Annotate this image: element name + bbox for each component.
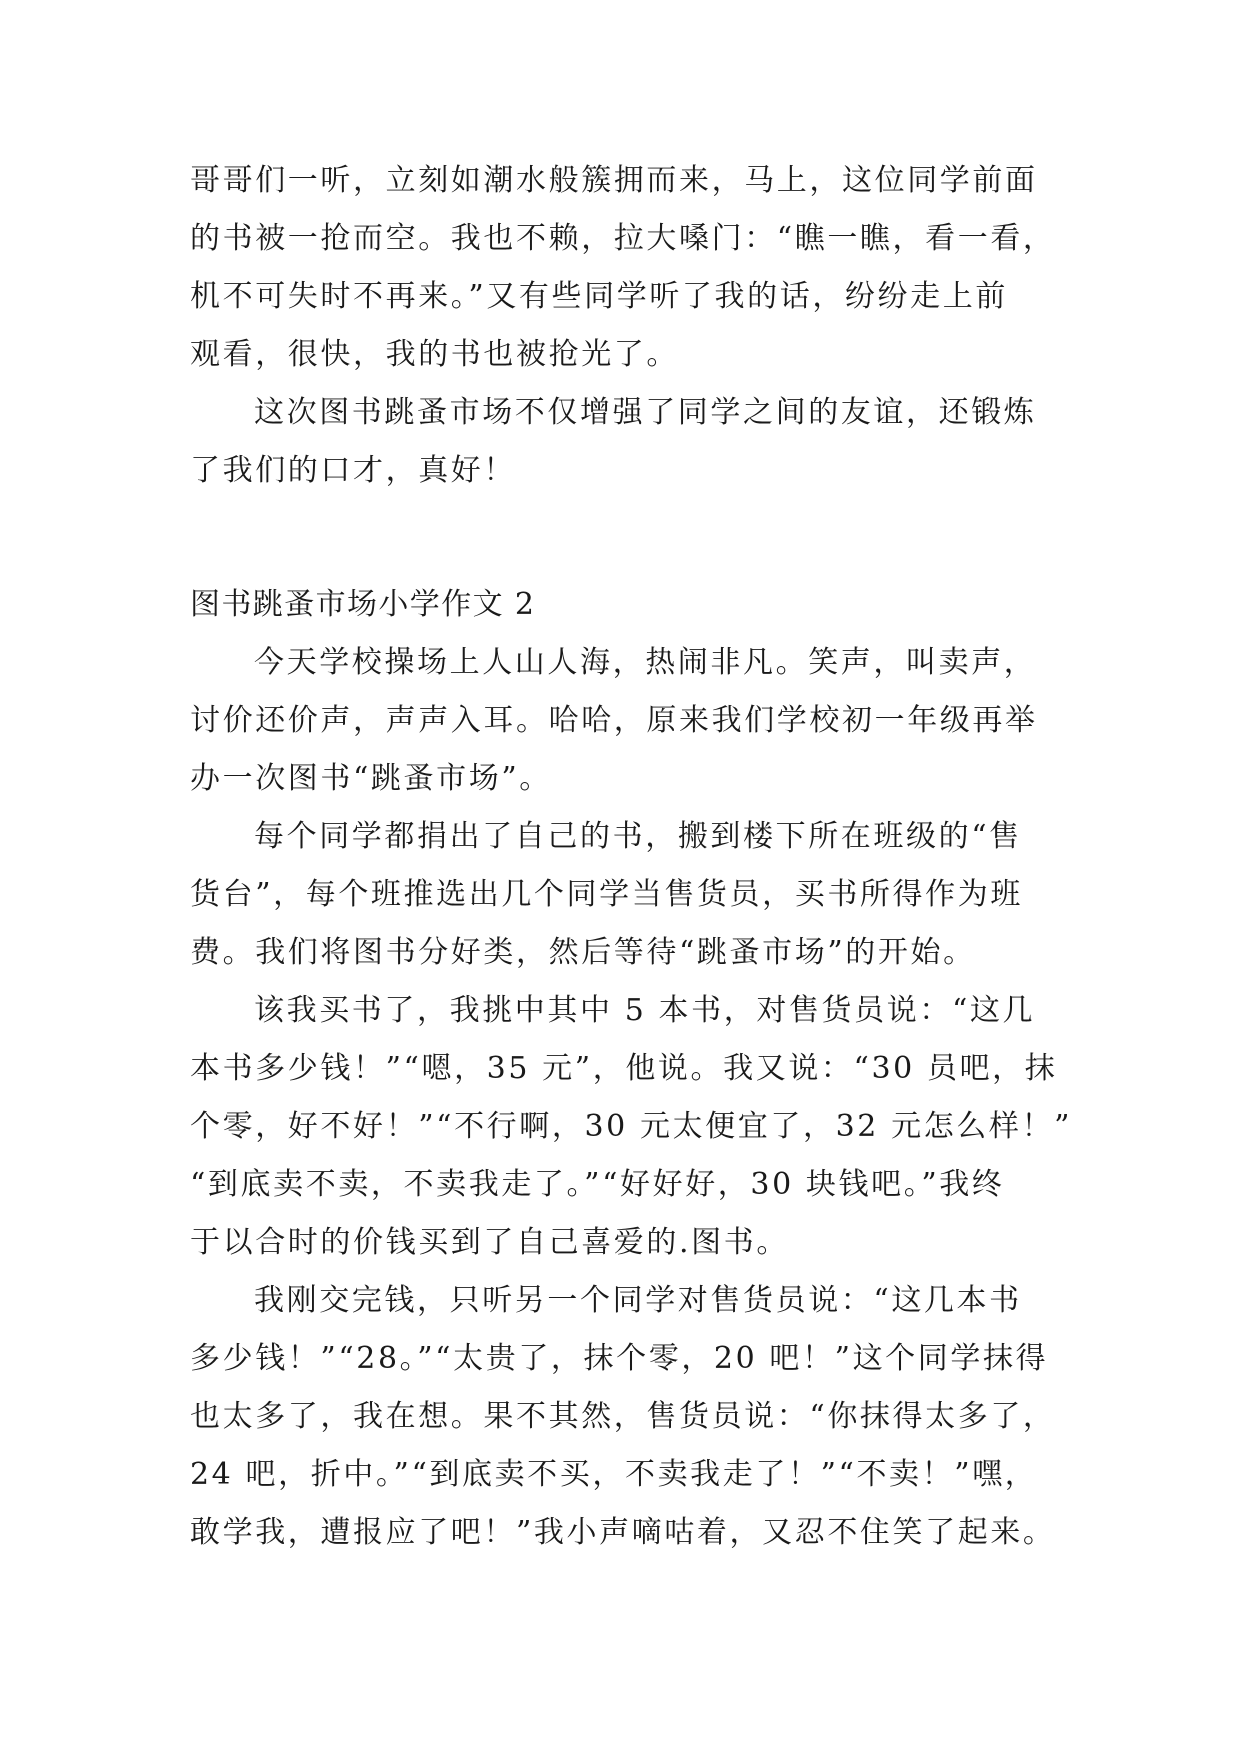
text-line: 讨价还价声，声声入耳。哈哈，原来我们学校初一年级再举 [190, 703, 1038, 738]
text-line: 多少钱！”“28。”“太贵了，抹个零，20 吧！”这个同学抹得 [190, 1341, 1049, 1376]
text-line: 这次图书跳蚤市场不仅增强了同学之间的友谊，还锻炼 [254, 395, 1037, 430]
text-line: 货台”，每个班推选出几个同学当售货员，买书所得作为班 [190, 877, 1023, 912]
text-line: 本书多少钱！”“嗯，35 元”，他说。我又说：“30 员吧，抹 [190, 1051, 1058, 1086]
text-line: 该我买书了，我挑中其中 5 本书，对售货员说：“这几 [254, 993, 1036, 1028]
text-line: 了我们的口才，真好！ [190, 453, 516, 488]
text-line: 每个同学都捐出了自己的书，搬到楼下所在班级的“售 [254, 819, 1022, 854]
text-line: 今天学校操场上人山人海，热闹非凡。笑声，叫卖声， [254, 645, 1037, 680]
paragraph-closing [190, 384, 1070, 500]
text-line: 敢学我，遭报应了吧！”我小声嘀咕着，又忍不住笑了起来。 [190, 1515, 1056, 1550]
text-line: 个零，好不好！”“不行啊，30 元太便宜了，32 元怎么样！” [190, 1109, 1073, 1144]
essay-title: 图书跳蚤市场小学作文 2 [190, 587, 536, 622]
section-spacer [190, 500, 1070, 576]
essay2-paragraph-2 [190, 808, 1070, 982]
essay2-paragraph-3 [190, 982, 1073, 1272]
text-line: 哥哥们一听，立刻如潮水般簇拥而来，马上，这位同学前面 [190, 163, 1038, 198]
text-line: “到底卖不卖，不卖我走了。”“好好好，30 块钱吧。”我终 [190, 1167, 1005, 1202]
essay2-paragraph-1 [190, 634, 1070, 808]
article-body [190, 152, 1073, 1562]
text-line: 办一次图书“跳蚤市场”。 [190, 761, 552, 796]
text-line: 机不可失时不再来。”又有些同学听了我的话，纷纷走上前 [190, 279, 1008, 314]
text-line: 于以合时的价钱买到了自己喜爱的.图书。 [190, 1225, 789, 1260]
text-line: 也太多了，我在想。果不其然，售货员说：“你抹得太多了， [190, 1399, 1056, 1434]
text-line: 我刚交完钱，只听另一个同学对售货员说：“这几本书 [254, 1283, 1022, 1318]
text-line: 24 吧，折中。”“到底卖不买，不卖我走了！”“不卖！”嘿， [190, 1457, 1038, 1492]
text-line: 观看，很快，我的书也被抢光了。 [190, 337, 679, 372]
text-line: 费。我们将图书分好类，然后等待“跳蚤市场”的开始。 [190, 935, 976, 970]
essay2-paragraph-4 [190, 1272, 1070, 1562]
text-line: 的书被一抢而空。我也不赖，拉大嗓门：“瞧一瞧，看一看， [190, 221, 1056, 256]
paragraph-continued [190, 152, 1070, 384]
